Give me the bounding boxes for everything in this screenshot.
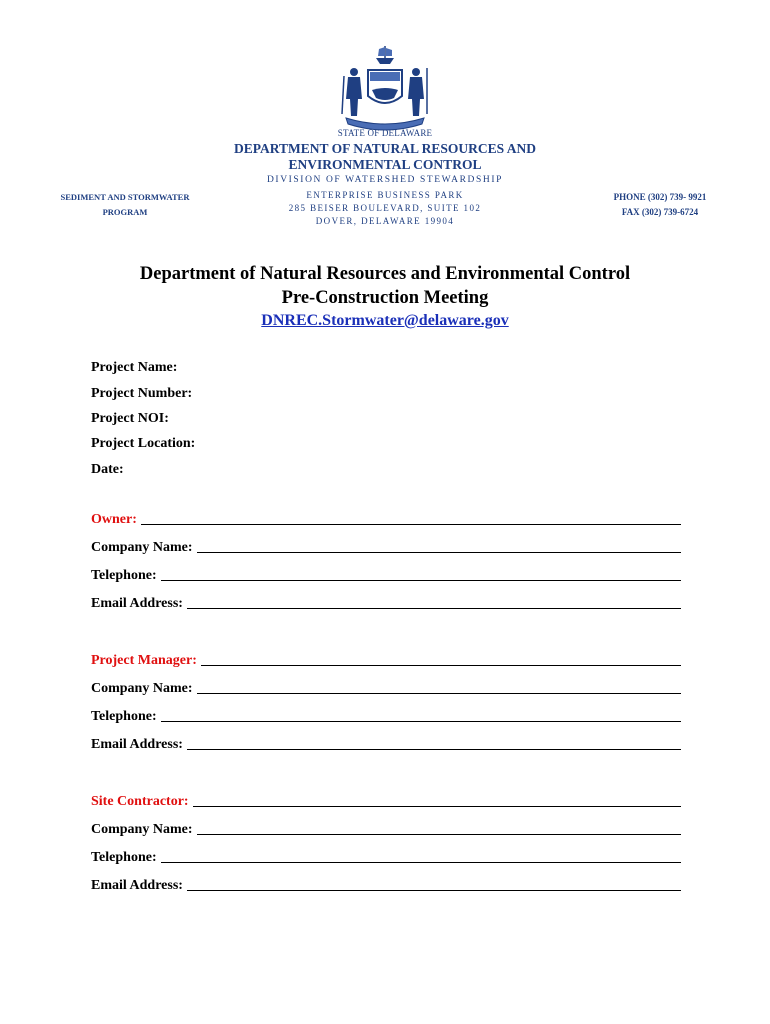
owner-telephone-row xyxy=(91,566,681,584)
owner-company-input-line[interactable] xyxy=(197,551,682,553)
pm-email-row xyxy=(91,735,681,753)
state-name: STATE OF DELAWARE xyxy=(337,128,433,138)
sc-email-label: Email Address: xyxy=(91,878,183,893)
owner-email-input-line[interactable] xyxy=(187,607,681,609)
document-title xyxy=(0,262,770,310)
pm-company-input-line[interactable] xyxy=(197,692,682,694)
owner-company-row xyxy=(91,538,681,556)
project-number-label: Project Number: xyxy=(91,386,193,401)
owner-row xyxy=(91,510,681,528)
program-name-line2: PROGRAM xyxy=(102,207,148,217)
owner-email-label: Email Address: xyxy=(91,596,183,611)
project-manager-row xyxy=(91,651,681,669)
division-name: DIVISION OF WATERSHED STEWARDSHIP xyxy=(266,175,504,185)
owner-email-row xyxy=(91,594,681,612)
address-line-3: DOVER, DELAWARE 19904 xyxy=(315,216,455,226)
sc-company-label: Company Name: xyxy=(91,822,193,837)
sc-email-input-line[interactable] xyxy=(187,889,681,891)
owner-company-label: Company Name: xyxy=(91,540,193,555)
owner-telephone-input-line[interactable] xyxy=(161,579,681,581)
department-name-line1: DEPARTMENT OF NATURAL RESOURCES AND xyxy=(233,141,537,156)
owner-input-line[interactable] xyxy=(141,523,681,525)
site-contractor-heading: Site Contractor: xyxy=(91,794,189,809)
address-line-2: 285 BEISER BOULEVARD, SUITE 102 xyxy=(288,203,482,213)
state-seal-icon xyxy=(332,44,438,134)
sc-company-row xyxy=(91,820,681,838)
pm-company-label: Company Name: xyxy=(91,681,193,696)
sc-telephone-input-line[interactable] xyxy=(161,861,681,863)
fax-number: FAX (302) 739-6724 xyxy=(621,207,699,217)
address-line-1: ENTERPRISE BUSINESS PARK xyxy=(306,190,464,200)
contact-info xyxy=(590,190,730,220)
project-date-label: Date: xyxy=(91,462,124,477)
site-contractor-row xyxy=(91,792,681,810)
pm-email-input-line[interactable] xyxy=(187,748,681,750)
project-noi-label: Project NOI: xyxy=(91,411,169,426)
pm-telephone-row xyxy=(91,707,681,725)
project-location-label: Project Location: xyxy=(91,436,196,451)
sc-telephone-label: Telephone: xyxy=(91,850,157,865)
project-name-label: Project Name: xyxy=(91,360,178,375)
department-name xyxy=(0,141,770,173)
document-title-line1: Department of Natural Resources and Environmental Control xyxy=(139,264,631,284)
pm-telephone-input-line[interactable] xyxy=(161,720,681,722)
contact-email-link[interactable]: DNREC.Stormwater@delaware.gov xyxy=(261,312,509,329)
sc-telephone-row xyxy=(91,848,681,866)
project-manager-input-line[interactable] xyxy=(201,664,681,666)
pm-telephone-label: Telephone: xyxy=(91,709,157,724)
department-name-line2: ENVIRONMENTAL CONTROL xyxy=(288,157,482,172)
sc-company-input-line[interactable] xyxy=(197,833,682,835)
owner-telephone-label: Telephone: xyxy=(91,568,157,583)
program-name-line1: SEDIMENT AND STORMWATER xyxy=(60,192,190,202)
pm-email-label: Email Address: xyxy=(91,737,183,752)
pm-company-row xyxy=(91,679,681,697)
sc-email-row xyxy=(91,876,681,894)
document-title-line2: Pre-Construction Meeting xyxy=(281,288,489,308)
owner-heading: Owner: xyxy=(91,512,137,527)
phone-number: PHONE (302) 739- 9921 xyxy=(613,192,707,202)
project-manager-heading: Project Manager: xyxy=(91,653,197,668)
program-name xyxy=(50,190,200,220)
site-contractor-input-line[interactable] xyxy=(193,805,681,807)
